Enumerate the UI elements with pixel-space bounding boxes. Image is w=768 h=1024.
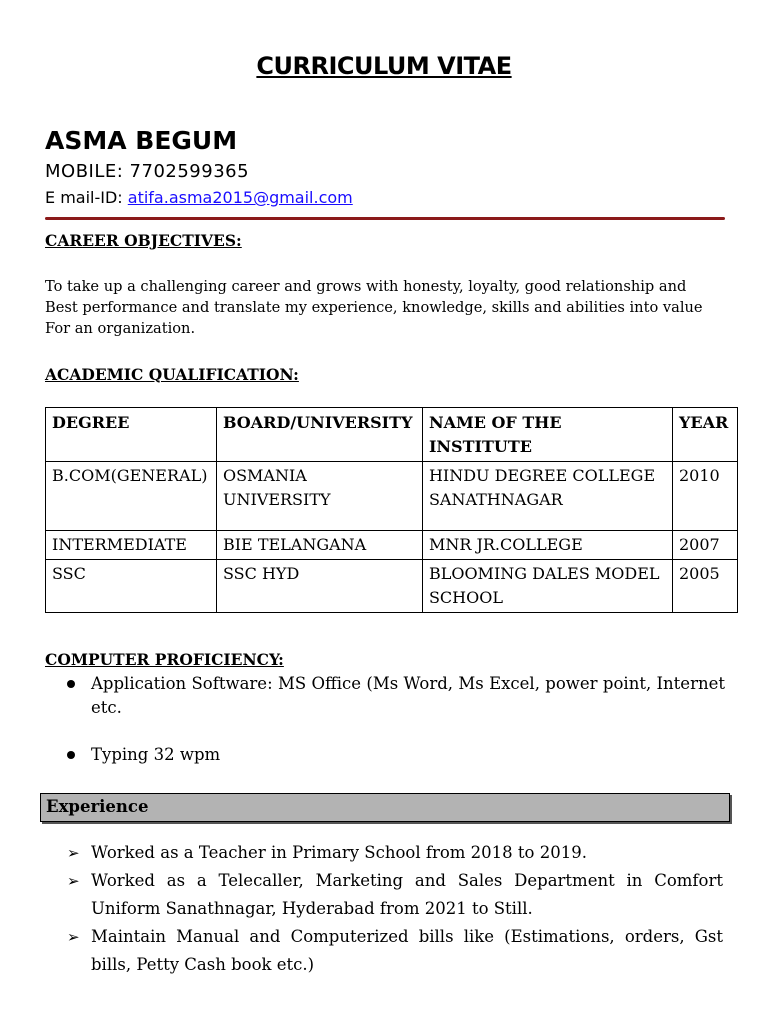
table-row	[46, 462, 738, 531]
bullet-dot-icon	[67, 680, 75, 688]
list-spacer	[45, 720, 725, 743]
column-header: BOARD/UNIVERSITY	[216, 408, 422, 462]
experience-heading: Experience	[46, 797, 149, 816]
email-line	[45, 188, 353, 207]
column-header: DEGREE	[46, 408, 217, 462]
mobile-number: MOBILE: 7702599365	[45, 161, 250, 182]
list-item-text: Worked as a Teacher in Primary School from 2018 to 2019.	[91, 843, 587, 862]
table-cell: HINDU DEGREE COLLEGE SANATHNAGAR	[422, 462, 672, 531]
table-cell: 2010	[673, 462, 738, 531]
list-item-text: Typing 32 wpm	[91, 745, 221, 764]
list-item	[45, 839, 723, 867]
qualification-table	[45, 407, 738, 613]
table-cell: SSC HYD	[216, 560, 422, 613]
computer-proficiency-heading: COMPUTER PROFICIENCY:	[45, 650, 284, 669]
list-item-text: Application Software: MS Office (Ms Word, Ms Excel, power point, Internet etc.	[91, 674, 725, 717]
list-item-text: Maintain Manual and Computerized bills like (Estimations, orders, Gst bills, Petty Cash book etc.)	[91, 927, 723, 974]
table-cell: 2007	[673, 531, 738, 560]
page-title: CURRICULUM VITAE	[256, 52, 512, 80]
list-item	[45, 867, 723, 923]
column-header: YEAR	[673, 408, 738, 462]
table-cell: BIE TELANGANA	[216, 531, 422, 560]
experience-list	[45, 839, 723, 979]
objective-line: For an organization.	[45, 320, 196, 337]
list-item	[45, 672, 725, 720]
career-objectives-text	[45, 276, 735, 339]
table-row	[46, 531, 738, 560]
email-label: E mail-ID:	[45, 188, 128, 207]
table-cell: OSMANIA UNIVERSITY	[216, 462, 422, 531]
header-divider	[45, 217, 725, 220]
computer-proficiency-list	[45, 672, 725, 767]
table-row	[46, 560, 738, 613]
table-cell: SSC	[46, 560, 217, 613]
column-header: NAME OF THE INSTITUTE	[422, 408, 672, 462]
arrow-bullet-icon: ➢	[67, 872, 80, 890]
table-cell: 2005	[673, 560, 738, 613]
academic-qualification-heading: ACADEMIC QUALIFICATION:	[45, 365, 299, 384]
table-cell: B.COM(GENERAL)	[46, 462, 217, 531]
table-cell: MNR JR.COLLEGE	[422, 531, 672, 560]
table-cell: INTERMEDIATE	[46, 531, 217, 560]
email-link[interactable]: atifa.asma2015@gmail.com	[127, 188, 353, 207]
table-cell: BLOOMING DALES MODEL SCHOOL	[422, 560, 672, 613]
objective-line: To take up a challenging career and grows with honesty, loyalty, good relationship and	[45, 278, 687, 295]
list-item	[45, 743, 725, 767]
bullet-dot-icon	[67, 751, 75, 759]
objective-line: Best performance and translate my experience, knowledge, skills and abilities into value	[45, 299, 703, 316]
table-header-row	[46, 408, 738, 462]
arrow-bullet-icon: ➢	[67, 844, 80, 862]
career-objectives-heading: CAREER OBJECTIVES:	[45, 231, 242, 250]
arrow-bullet-icon: ➢	[67, 928, 80, 946]
candidate-name: ASMA BEGUM	[45, 126, 238, 155]
list-item	[45, 923, 723, 979]
experience-heading-bar	[40, 793, 730, 822]
list-item-text: Worked as a Telecaller, Marketing and Sales Department in Comfort Uniform Sanathnagar, Hyderabad from 2021 to Still.	[91, 871, 723, 918]
